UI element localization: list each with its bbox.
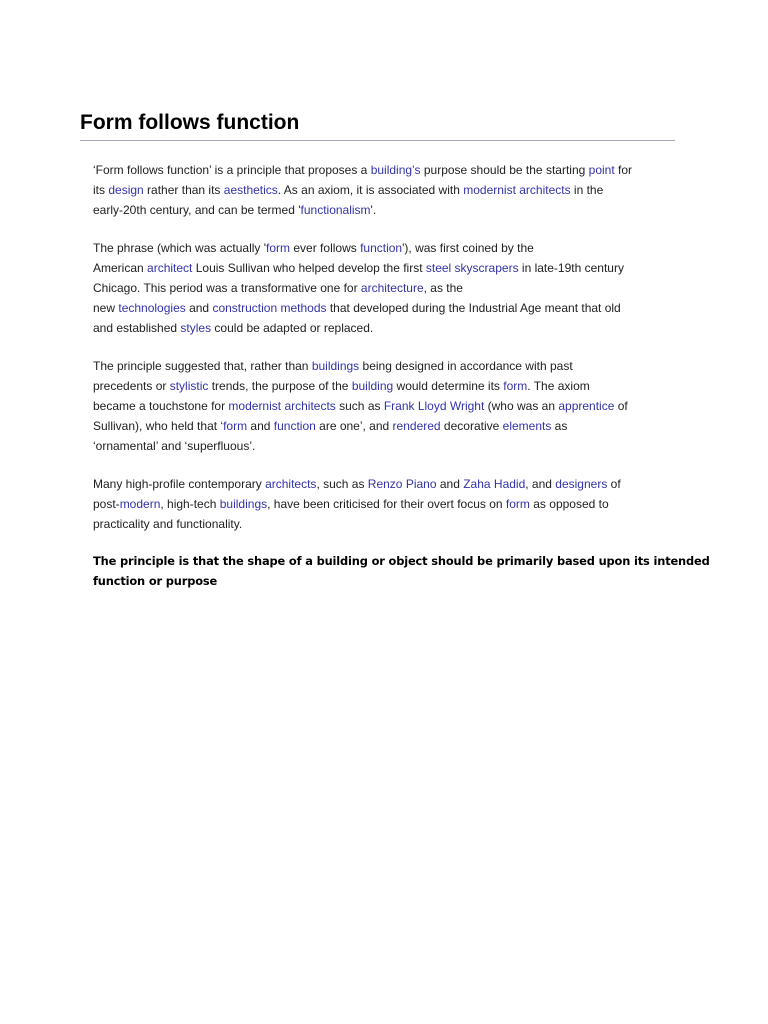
paragraph-text: , high-tech: [160, 496, 220, 511]
article-link[interactable]: point: [588, 163, 615, 177]
paragraph-text: . The axiom: [527, 378, 590, 393]
paragraph-text: The principle suggested that, rather than: [93, 358, 312, 373]
paragraph-text: and: [185, 301, 213, 316]
paragraph-text: trends, the purpose of the: [208, 378, 352, 393]
summary-note: [93, 551, 710, 591]
paragraph-2: [93, 238, 683, 339]
paragraph-3: [93, 356, 683, 457]
paragraph-line: [93, 396, 683, 416]
article-link[interactable]: form: [266, 240, 291, 255]
paragraph-text: '), was first coined by the: [402, 240, 534, 255]
article-body: [93, 160, 710, 591]
article-link[interactable]: rendered: [392, 419, 441, 434]
paragraph-text: new: [93, 301, 119, 316]
article-link[interactable]: modernist architects: [463, 183, 571, 198]
article-link[interactable]: design: [108, 183, 144, 198]
paragraph-text: (who was an: [484, 399, 559, 414]
paragraph-text: ‘Form follows function’ is a principle that proposes a: [93, 163, 371, 177]
paragraph-text: are one’, and: [315, 419, 393, 434]
paragraph-line: [93, 200, 683, 220]
paragraph-text: and: [436, 476, 464, 491]
article-link[interactable]: architecture: [360, 281, 424, 296]
paragraph-text: rather than its: [143, 183, 224, 198]
paragraph-text: '.: [370, 203, 377, 218]
article-link[interactable]: buildings: [219, 496, 268, 511]
paragraph-text: as: [551, 419, 568, 434]
article-link[interactable]: elements: [502, 419, 552, 434]
paragraph-line: [93, 258, 683, 278]
paragraph-line: [93, 298, 683, 318]
paragraph-text: and established: [93, 321, 181, 336]
article-link[interactable]: functionalism: [300, 203, 371, 218]
paragraph-text: Chicago. This period was a transformative one for: [93, 281, 361, 296]
paragraph-text: in late-19th century: [518, 260, 624, 275]
article-paragraphs: [93, 160, 683, 534]
page-title: Form follows function: [80, 110, 675, 141]
article-link[interactable]: form: [503, 378, 528, 393]
paragraph-text: such as: [335, 399, 384, 414]
paragraph-line: [93, 514, 683, 534]
paragraph-line: [93, 356, 683, 376]
paragraph-line: [93, 494, 683, 514]
paragraph-text: practicality and functionality.: [93, 517, 243, 532]
article-link[interactable]: apprentice: [558, 399, 615, 414]
article-link[interactable]: Frank Lloyd Wright: [383, 399, 485, 414]
paragraph-text: ‘ornamental’ and ‘superfluous’.: [93, 439, 256, 454]
paragraph-text: Many high-profile contemporary: [93, 476, 266, 491]
paragraph-text: that developed during the Industrial Age meant that old: [326, 301, 621, 316]
paragraph-text: ever follows: [290, 240, 361, 255]
paragraph-line: [93, 278, 683, 298]
paragraph-text: purpose should be the starting: [420, 163, 589, 177]
article-link[interactable]: form: [223, 419, 248, 434]
paragraph-text: , such as: [316, 476, 368, 491]
article-link[interactable]: architect: [147, 260, 193, 275]
paragraph-text: decorative: [440, 419, 503, 434]
article-link[interactable]: construction methods: [212, 301, 327, 316]
paragraph-line: [93, 238, 683, 258]
paragraph-text: as opposed to: [529, 496, 609, 511]
paragraph-text: Sullivan), who held that ‘: [93, 419, 224, 434]
paragraph-1: [93, 160, 683, 221]
article-link[interactable]: technologies: [118, 301, 186, 316]
article-link[interactable]: styles: [180, 321, 212, 336]
paragraph-text: The phrase (which was actually ': [93, 240, 267, 255]
article-link[interactable]: Renzo Piano: [367, 476, 437, 491]
paragraph-line: [93, 474, 683, 494]
article-link[interactable]: modernist architects: [228, 399, 336, 414]
paragraph-line: [93, 376, 683, 396]
article-link[interactable]: steel skyscrapers: [425, 260, 519, 275]
paragraph-text: American: [93, 260, 148, 275]
paragraph-text: . As an axiom, it is associated with: [277, 183, 464, 198]
paragraph-text: in the: [570, 183, 604, 198]
paragraph-line: [93, 436, 683, 456]
paragraph-text: and: [247, 419, 274, 434]
paragraph-text: for: [614, 163, 633, 177]
article-link[interactable]: function: [273, 419, 316, 434]
paragraph-line: [93, 160, 683, 180]
paragraph-line: [93, 416, 683, 436]
paragraph-text: post-: [93, 496, 120, 511]
paragraph-text: its: [93, 183, 109, 198]
article-link[interactable]: designers: [555, 476, 608, 491]
article-link[interactable]: function: [360, 240, 403, 255]
article-link[interactable]: aesthetics: [223, 183, 278, 198]
article-link[interactable]: building: [351, 378, 394, 393]
article-link[interactable]: buildings: [311, 358, 360, 373]
article-link[interactable]: building’s: [370, 163, 421, 177]
paragraph-4: [93, 474, 683, 535]
article-link[interactable]: Zaha Hadid: [463, 476, 526, 491]
paragraph-text: , and: [525, 476, 556, 491]
paragraph-text: would determine its: [393, 378, 504, 393]
summary-note-line: function or purpose: [93, 574, 218, 589]
paragraph-line: [93, 180, 683, 200]
paragraph-text: could be adapted or replaced.: [211, 321, 374, 336]
paragraph-text: , as the: [423, 281, 463, 296]
article-link[interactable]: form: [505, 496, 530, 511]
paragraph-text: early-20th century, and can be termed ': [93, 203, 301, 218]
paragraph-text: of: [614, 399, 628, 414]
paragraph-text: became a touchstone for: [93, 399, 229, 414]
paragraph-text: being designed in accordance with past: [359, 358, 573, 373]
paragraph-text: precedents or: [93, 378, 170, 393]
article-link[interactable]: architects: [265, 476, 317, 491]
paragraph-text: Louis Sullivan who helped develop the first: [192, 260, 426, 275]
paragraph-line: [93, 318, 683, 338]
article-link[interactable]: stylistic: [169, 378, 209, 393]
paragraph-text: of: [607, 476, 621, 491]
summary-note-line: The principle is that the shape of a building or object should be primarily based upon its intended: [93, 554, 710, 569]
article-link[interactable]: modern: [119, 496, 161, 511]
paragraph-text: , have been criticised for their overt focus on: [267, 496, 506, 511]
